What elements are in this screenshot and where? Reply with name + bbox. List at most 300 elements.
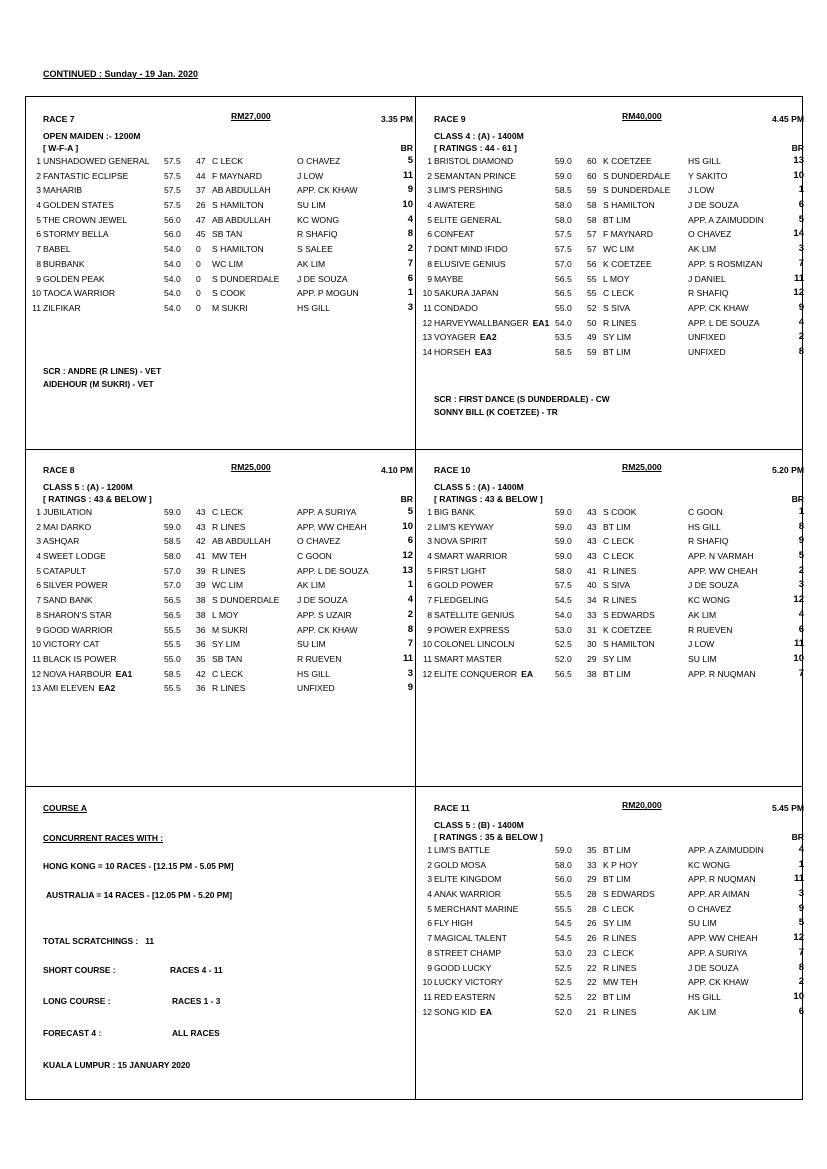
jockey: K COETZEE — [603, 156, 652, 166]
horse-name — [434, 154, 513, 169]
jockey: SB TAN — [212, 653, 243, 664]
rating: 41 — [196, 551, 206, 562]
barrier: 8 — [407, 228, 413, 240]
long-course-label: LONG COURSE : — [43, 996, 111, 1006]
trainer: APP. A SURIYA — [297, 507, 357, 517]
race-class: CLASS 4 : (A) - 1400M — [434, 131, 524, 141]
emergency-acceptor-tag: EA3 — [474, 346, 492, 357]
rating: 39 — [196, 565, 206, 576]
barrier: 9 — [798, 902, 804, 914]
trainer: APP. A ZAIMUDDIN — [688, 845, 764, 855]
barrier: 5 — [798, 550, 804, 562]
jockey: MW TEH — [603, 977, 638, 988]
race-number: RACE 9 — [434, 114, 466, 124]
rating: 0 — [196, 244, 201, 255]
runner-number: 3 — [427, 536, 432, 547]
trainer: AK LIM — [297, 580, 326, 591]
trainer: APP. WW CHEAH — [688, 565, 758, 576]
weight: 54.0 — [164, 244, 181, 255]
runner-number: 5 — [36, 214, 41, 225]
race-time: 5.45 PM — [771, 803, 804, 813]
runner-row — [36, 505, 413, 520]
long-course-value: RACES 1 - 3 — [172, 996, 221, 1006]
runner-number: 13 — [422, 332, 432, 343]
jockey: S DUNDERDALE — [212, 595, 280, 606]
rating: 57 — [587, 229, 597, 240]
barrier: 11 — [793, 638, 804, 650]
jockey: SY LIM — [212, 639, 241, 650]
runner-number: 6 — [36, 229, 41, 240]
barrier-header: BR — [791, 143, 804, 153]
barrier: 4 — [407, 594, 413, 606]
trainer: SU LIM — [688, 653, 717, 664]
jockey: F MAYNARD — [212, 170, 262, 181]
trainer: APP. WW CHEAH — [688, 933, 758, 944]
runner-number: 6 — [427, 918, 432, 929]
trainer: APP. CK KHAW — [297, 624, 358, 635]
barrier: 2 — [798, 564, 804, 576]
barrier: 8 — [798, 345, 804, 357]
jockey: C LECK — [603, 288, 635, 299]
weight: 52.5 — [555, 639, 572, 650]
runner-row — [427, 183, 804, 198]
horse-name-text: FIRST LIGHT — [434, 565, 487, 576]
jockey: S HAMILTON — [603, 639, 655, 650]
weight: 56.5 — [555, 668, 572, 679]
weight: 57.5 — [164, 185, 181, 196]
runner-row — [36, 169, 413, 184]
barrier: 1 — [798, 858, 804, 870]
runner-row — [427, 549, 804, 564]
jockey: S DUNDERDALE — [212, 273, 280, 284]
column-divider — [415, 96, 416, 1100]
ratings-label: [ RATINGS : 43 & BELOW ] — [43, 494, 152, 504]
emergency-acceptor-tag: EA2 — [98, 683, 116, 694]
runner-row — [427, 257, 804, 272]
trainer: APP. CK KHAW — [297, 185, 358, 196]
rating: 43 — [196, 507, 206, 517]
rating: 60 — [587, 156, 597, 166]
rating: 35 — [196, 653, 206, 664]
weight: 57.0 — [164, 565, 181, 576]
runner-row — [36, 549, 413, 564]
runner-number: 1 — [427, 845, 432, 855]
runner-row — [36, 183, 413, 198]
trainer: UNFIXED — [688, 346, 726, 357]
rating: 42 — [196, 536, 206, 547]
weight: 59.0 — [555, 536, 572, 547]
runner-number: 7 — [427, 595, 432, 606]
barrier: 5 — [407, 506, 413, 517]
weight: 57.5 — [555, 244, 572, 255]
jockey: R LINES — [212, 683, 246, 694]
runner-row — [427, 902, 804, 917]
rating: 56 — [587, 258, 597, 269]
runner-number: 2 — [427, 521, 432, 532]
jockey: R LINES — [603, 595, 637, 606]
runner-row — [422, 1005, 804, 1020]
runner-row — [422, 345, 804, 360]
weight: 59.0 — [555, 521, 572, 532]
jockey: L MOY — [212, 609, 239, 620]
barrier: 12 — [793, 594, 804, 606]
horse-name — [43, 681, 115, 696]
runner-number: 10 — [422, 977, 432, 988]
horse-name — [434, 257, 506, 272]
rating: 57 — [587, 244, 597, 255]
jockey: R LINES — [603, 1006, 637, 1017]
page-header: CONTINUED : Sunday - 19 Jan. 2020 — [43, 69, 199, 79]
rating: 36 — [196, 639, 206, 650]
runner-number: 10 — [422, 639, 432, 650]
runner-number: 4 — [36, 200, 41, 211]
jockey: S SIVA — [603, 302, 631, 313]
barrier: 3 — [798, 888, 804, 900]
jockey: S COOK — [603, 507, 637, 517]
runner-row — [36, 242, 413, 257]
jockey: K COETZEE — [603, 258, 652, 269]
barrier: 3 — [798, 579, 804, 591]
rating: 55 — [587, 288, 597, 299]
runner-number: 12 — [422, 317, 432, 328]
runner-number: 3 — [36, 536, 41, 547]
barrier: 8 — [798, 961, 804, 973]
weight: 57.0 — [555, 258, 572, 269]
runner-number: 12 — [31, 668, 41, 679]
weight: 54.0 — [555, 609, 572, 620]
rating: 0 — [196, 302, 201, 313]
runner-number: 4 — [36, 551, 41, 562]
horse-name-text: SMART WARRIOR — [434, 551, 508, 562]
trainer: O CHAVEZ — [297, 156, 341, 166]
jockey: SY LIM — [603, 918, 632, 929]
horse-name-text: NOVA SPIRIT — [434, 536, 488, 547]
barrier: 8 — [407, 623, 413, 635]
trainer: O CHAVEZ — [688, 229, 732, 240]
runner-number: 4 — [427, 889, 432, 900]
horse-name — [43, 242, 71, 257]
weight: 57.5 — [164, 200, 181, 211]
trainer: APP. L DE SOUZA — [297, 565, 369, 576]
runner-number: 2 — [427, 859, 432, 870]
horse-name-text: GOOD WARRIOR — [43, 624, 113, 635]
runner-row — [427, 931, 804, 946]
rating: 55 — [587, 273, 597, 284]
barrier: 4 — [798, 608, 804, 620]
rating: 26 — [587, 933, 597, 944]
weight: 54.0 — [164, 288, 181, 299]
horse-name-text: ELITE KINGDOM — [434, 874, 502, 885]
runner-number: 5 — [427, 565, 432, 576]
horse-name — [434, 549, 507, 564]
horse-name — [434, 593, 488, 608]
weight: 56.0 — [164, 214, 181, 225]
trainer: SU LIM — [297, 639, 326, 650]
runner-number: 1 — [427, 507, 432, 517]
race7-scratchings — [43, 366, 161, 392]
barrier: 11 — [402, 652, 413, 664]
horse-name — [43, 505, 92, 520]
jockey: S SIVA — [603, 580, 631, 591]
runner-number: 11 — [423, 653, 432, 664]
barrier: 12 — [793, 287, 804, 299]
hong-kong-line: HONG KONG = 10 RACES - [12.15 PM - 5.05 PM] — [43, 861, 234, 871]
barrier: 4 — [407, 213, 413, 225]
jockey: L MOY — [603, 273, 630, 284]
weight: 54.5 — [555, 918, 572, 929]
horse-name-text: GOLDEN PEAK — [43, 273, 105, 284]
horse-name-text: FANTASTIC ECLIPSE — [43, 170, 129, 181]
trainer: J DE SOUZA — [297, 273, 348, 284]
jockey: AB ABDULLAH — [212, 536, 271, 547]
horse-name — [434, 990, 495, 1005]
trainer: J LOW — [688, 639, 715, 650]
runner-number: 1 — [36, 507, 41, 517]
jockey: SY LIM — [603, 332, 632, 343]
horse-name — [434, 667, 533, 682]
weight: 54.0 — [164, 258, 181, 269]
weight: 55.5 — [555, 889, 572, 900]
jockey: S DUNDERDALE — [603, 170, 671, 181]
race-number: RACE 10 — [434, 465, 471, 475]
weight: 57.0 — [164, 580, 181, 591]
trainer: R SHAFIQ — [688, 288, 729, 299]
horse-name — [434, 213, 501, 228]
weight: 52.0 — [555, 1006, 572, 1017]
race-class: OPEN MAIDEN :- 1200M — [43, 131, 141, 141]
barrier: 3 — [407, 667, 413, 679]
horse-name-text: MAI DARKO — [43, 521, 92, 532]
rating: 35 — [587, 845, 597, 855]
trainer: J DANIEL — [688, 273, 726, 284]
trainer: APP. CK KHAW — [688, 977, 749, 988]
race-number: RACE 11 — [434, 803, 470, 813]
horse-name-text: MAHARIB — [43, 185, 83, 196]
rating: 26 — [196, 200, 206, 211]
jockey: BT LIM — [603, 346, 631, 357]
barrier: 6 — [798, 1005, 804, 1017]
horse-name — [43, 272, 105, 287]
jockey: R LINES — [603, 962, 637, 973]
jockey: C LECK — [603, 903, 635, 914]
weight: 57.5 — [555, 229, 572, 240]
rating: 59 — [587, 346, 597, 357]
barrier: 2 — [407, 608, 413, 620]
horse-name — [434, 301, 478, 316]
rating: 22 — [587, 962, 597, 973]
prize-money: RM40,000 — [622, 111, 662, 121]
rating: 29 — [587, 874, 597, 885]
race-time: 4.45 PM — [771, 114, 804, 124]
horse-name-text: BURBANK — [43, 258, 85, 269]
horse-name — [434, 637, 514, 652]
ratings-row — [434, 831, 804, 843]
horse-name — [434, 272, 463, 287]
runner-row — [36, 578, 413, 593]
trainer: APP. S ROSMIZAN — [688, 258, 763, 269]
ratings-label: [ RATINGS : 35 & BELOW ] — [434, 832, 543, 842]
barrier: 7 — [798, 257, 804, 269]
horse-name-text: CONDADO — [434, 302, 478, 313]
trainer: APP. AR AIMAN — [688, 889, 750, 900]
horse-name — [43, 534, 79, 549]
horse-name — [434, 564, 486, 579]
runner-number: 2 — [36, 170, 41, 181]
barrier: 9 — [798, 535, 804, 547]
race-block — [422, 462, 804, 681]
rating: 21 — [587, 1006, 597, 1017]
horse-name — [434, 946, 501, 961]
weight: 59.0 — [555, 845, 572, 855]
runner-number: 5 — [427, 903, 432, 914]
runner-row — [427, 534, 804, 549]
rating: 41 — [587, 565, 597, 576]
runner-row — [31, 286, 413, 301]
trainer: R SHAFIQ — [688, 536, 729, 547]
horse-name-text: GOOD LUCKY — [434, 962, 492, 973]
prize-money: RM27,000 — [231, 111, 271, 121]
barrier: 9 — [407, 682, 413, 694]
trainer: APP. A ZAIMUDDIN — [688, 214, 764, 225]
australia-line: AUSTRALIA = 14 RACES - [12.05 PM - 5.20 PM] — [46, 890, 233, 900]
barrier: 6 — [798, 623, 804, 635]
race-time: 5.20 PM — [771, 465, 804, 475]
weight: 53.0 — [555, 624, 572, 635]
runner-row — [423, 301, 804, 316]
horse-name-text: JUBILATION — [43, 507, 93, 517]
horse-name-text: LIM'S KEYWAY — [434, 521, 494, 532]
rating: 38 — [587, 668, 597, 679]
rating: 26 — [587, 918, 597, 929]
barrier: 12 — [402, 550, 413, 562]
prize-money: RM25,000 — [231, 462, 271, 472]
trainer: C GOON — [297, 551, 332, 562]
jockey: SB TAN — [212, 229, 243, 240]
horse-name — [434, 858, 486, 873]
runner-row — [427, 213, 804, 228]
horse-name — [43, 520, 91, 535]
forecast-value: ALL RACES — [172, 1028, 220, 1038]
barrier: 6 — [798, 199, 804, 211]
runner-number: 11 — [423, 991, 432, 1002]
race-number: RACE 7 — [43, 114, 75, 124]
runner-row — [427, 242, 804, 257]
barrier: 11 — [793, 272, 804, 284]
jockey: SY LIM — [603, 653, 632, 664]
race-title-row — [43, 462, 413, 479]
rating: 47 — [196, 214, 206, 225]
weight: 56.0 — [164, 229, 181, 240]
weight: 55.0 — [555, 302, 572, 313]
rating: 33 — [587, 609, 597, 620]
runner-row — [36, 520, 413, 535]
jockey: R LINES — [603, 565, 637, 576]
rating: 30 — [587, 639, 597, 650]
rating: 28 — [587, 903, 597, 914]
runner-number: 7 — [427, 933, 432, 944]
weight: 56.5 — [555, 273, 572, 284]
horse-name — [43, 301, 81, 316]
horse-name-text: ZILFIKAR — [43, 302, 81, 313]
race-block — [31, 111, 413, 316]
horse-name — [434, 505, 475, 520]
horse-name-text: BRISTOL DIAMOND — [434, 156, 514, 166]
jockey: F MAYNARD — [603, 229, 653, 240]
jockey: R LINES — [603, 317, 637, 328]
rating: 22 — [587, 977, 597, 988]
weight: 58.5 — [164, 536, 181, 547]
runner-number: 9 — [36, 624, 41, 635]
rating: 43 — [587, 536, 597, 547]
horse-name — [43, 623, 113, 638]
runner-number: 8 — [36, 609, 41, 620]
trainer: J DE SOUZA — [688, 962, 739, 973]
barrier: 9 — [407, 184, 413, 196]
runner-row — [422, 330, 804, 345]
runner-row — [427, 872, 804, 887]
short-course-value: RACES 4 - 11 — [170, 965, 223, 975]
runner-row — [427, 520, 804, 535]
weight: 54.0 — [164, 302, 181, 313]
row-divider-1 — [25, 449, 803, 450]
race-class: CLASS 5 : (A) - 1400M — [434, 482, 524, 492]
rating: 22 — [587, 991, 597, 1002]
jockey: R LINES — [212, 565, 246, 576]
runner-number: 9 — [427, 624, 432, 635]
scratching-note: AIDEHOUR (M SUKRI) - VET — [43, 379, 154, 389]
rating: 38 — [196, 595, 206, 606]
horse-name-text: THE CROWN JEWEL — [43, 214, 128, 225]
weight: 56.0 — [555, 874, 572, 885]
horse-name — [43, 637, 100, 652]
barrier: 2 — [407, 243, 413, 255]
runner-row — [36, 154, 413, 169]
jockey: BT LIM — [603, 991, 631, 1002]
runner-row — [427, 272, 804, 287]
runner-row — [427, 916, 804, 931]
horse-name — [434, 330, 497, 345]
barrier: 3 — [407, 301, 413, 313]
horse-name-text: ELITE GENERAL — [434, 214, 502, 225]
rating: 47 — [196, 156, 206, 166]
barrier: 7 — [407, 257, 413, 269]
ratings-label: [ W-F-A ] — [43, 143, 79, 153]
runner-row — [422, 975, 804, 990]
horse-name-text: LIM'S PERSHING — [434, 185, 503, 196]
barrier: 10 — [793, 652, 804, 664]
runner-number: 3 — [427, 185, 432, 196]
weight: 52.5 — [555, 962, 572, 973]
emergency-acceptor-tag: EA2 — [479, 332, 497, 343]
barrier: 10 — [793, 169, 804, 181]
horse-name — [434, 608, 514, 623]
runner-number: 3 — [427, 874, 432, 885]
trainer: HS GILL — [297, 668, 330, 679]
weight: 59.0 — [164, 507, 181, 517]
runner-row — [427, 961, 804, 976]
weight: 58.5 — [555, 185, 572, 196]
emergency-acceptor-tag: EA — [521, 668, 534, 679]
jockey: C LECK — [212, 156, 244, 166]
weight: 52.5 — [555, 991, 572, 1002]
horse-name-text: GOLDEN STATES — [43, 200, 114, 211]
trainer: HS GILL — [688, 156, 721, 166]
rating: 29 — [587, 653, 597, 664]
trainer: APP. A SURIYA — [688, 947, 748, 958]
rating: 0 — [196, 258, 201, 269]
ratings-row — [434, 493, 804, 505]
horse-name — [434, 520, 494, 535]
